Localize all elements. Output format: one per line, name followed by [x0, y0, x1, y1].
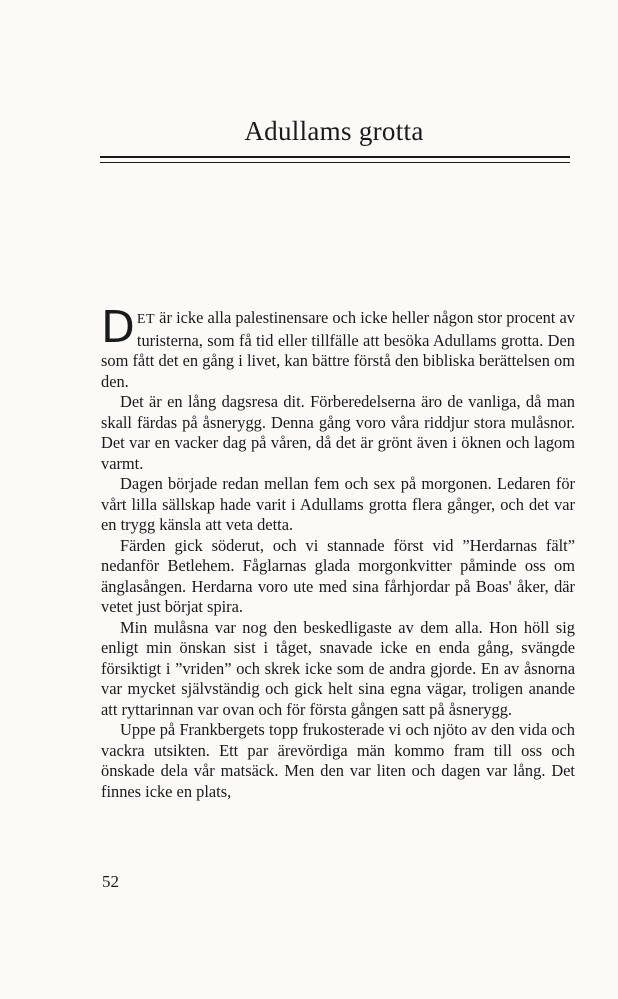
- drop-cap: D: [101, 302, 135, 353]
- chapter-title: Adullams grotta: [244, 116, 424, 146]
- paragraph-3: Dagen började redan mellan fem och sex på morgonen. Ledaren för vårt lilla sällskap hade varit i Adullams grotta flera gånger, och det var en trygg känsla att veta detta.: [101, 474, 575, 534]
- title-rule-thick: [100, 156, 570, 158]
- paragraph-2: Det är en lång dagsresa dit. Förberedelserna äro de vanliga, då man skall färdas på åsnerygg. Denna gång voro våra riddjur stora mulåsnor. Det var en vacker dag på våren, då det är grönt även i öknen och lagom varmt.: [101, 392, 575, 473]
- paragraph-5: Min mulåsna var nog den beskedligaste av dem alla. Hon höll sig enligt min önskan sist i tåget, snavade icke en enda gång, svängde försiktigt i ”vriden” och skrek icke som de andra gjorde. En av åsnorna var mycket självständig och gick helt sina egna vägar, troligen anande att ryttarinnan var ovan och för första gången satt på åsnerygg.: [101, 617, 575, 719]
- body-text: [101, 302, 575, 802]
- title-rule-thin: [100, 162, 570, 163]
- paragraph-4: Färden gick söderut, och vi stannade först vid ”Herdarnas fält” nedanför Betlehem. Fåglarnas glada morgonkvitter påminde oss om änglasången. Herdarna voro ute med sina fårhjordar på Boas' åker, där vetet just börjat spira.: [101, 535, 575, 616]
- page-number: 52: [102, 872, 119, 891]
- paragraph-1-text: är icke alla palestinensare och icke heller någon stor procent av turisterna, som få tid eller tillfälle att besöka Adullams grotta. Den som fått det en gång i livet, kan bättre förstå den bibliska berättelsen om den.: [101, 308, 575, 391]
- paragraph-6: Uppe på Frankbergets topp frukosterade vi och njöto av den vida och vackra utsikten. Ett par ärevördiga män kommo fram till oss och önskade dela vår matsäck. Men den var liten och dagen var lång. Det finnes icke en plats,: [101, 720, 575, 801]
- first-word-rest: ET: [136, 312, 155, 327]
- paragraph-1: [101, 302, 575, 392]
